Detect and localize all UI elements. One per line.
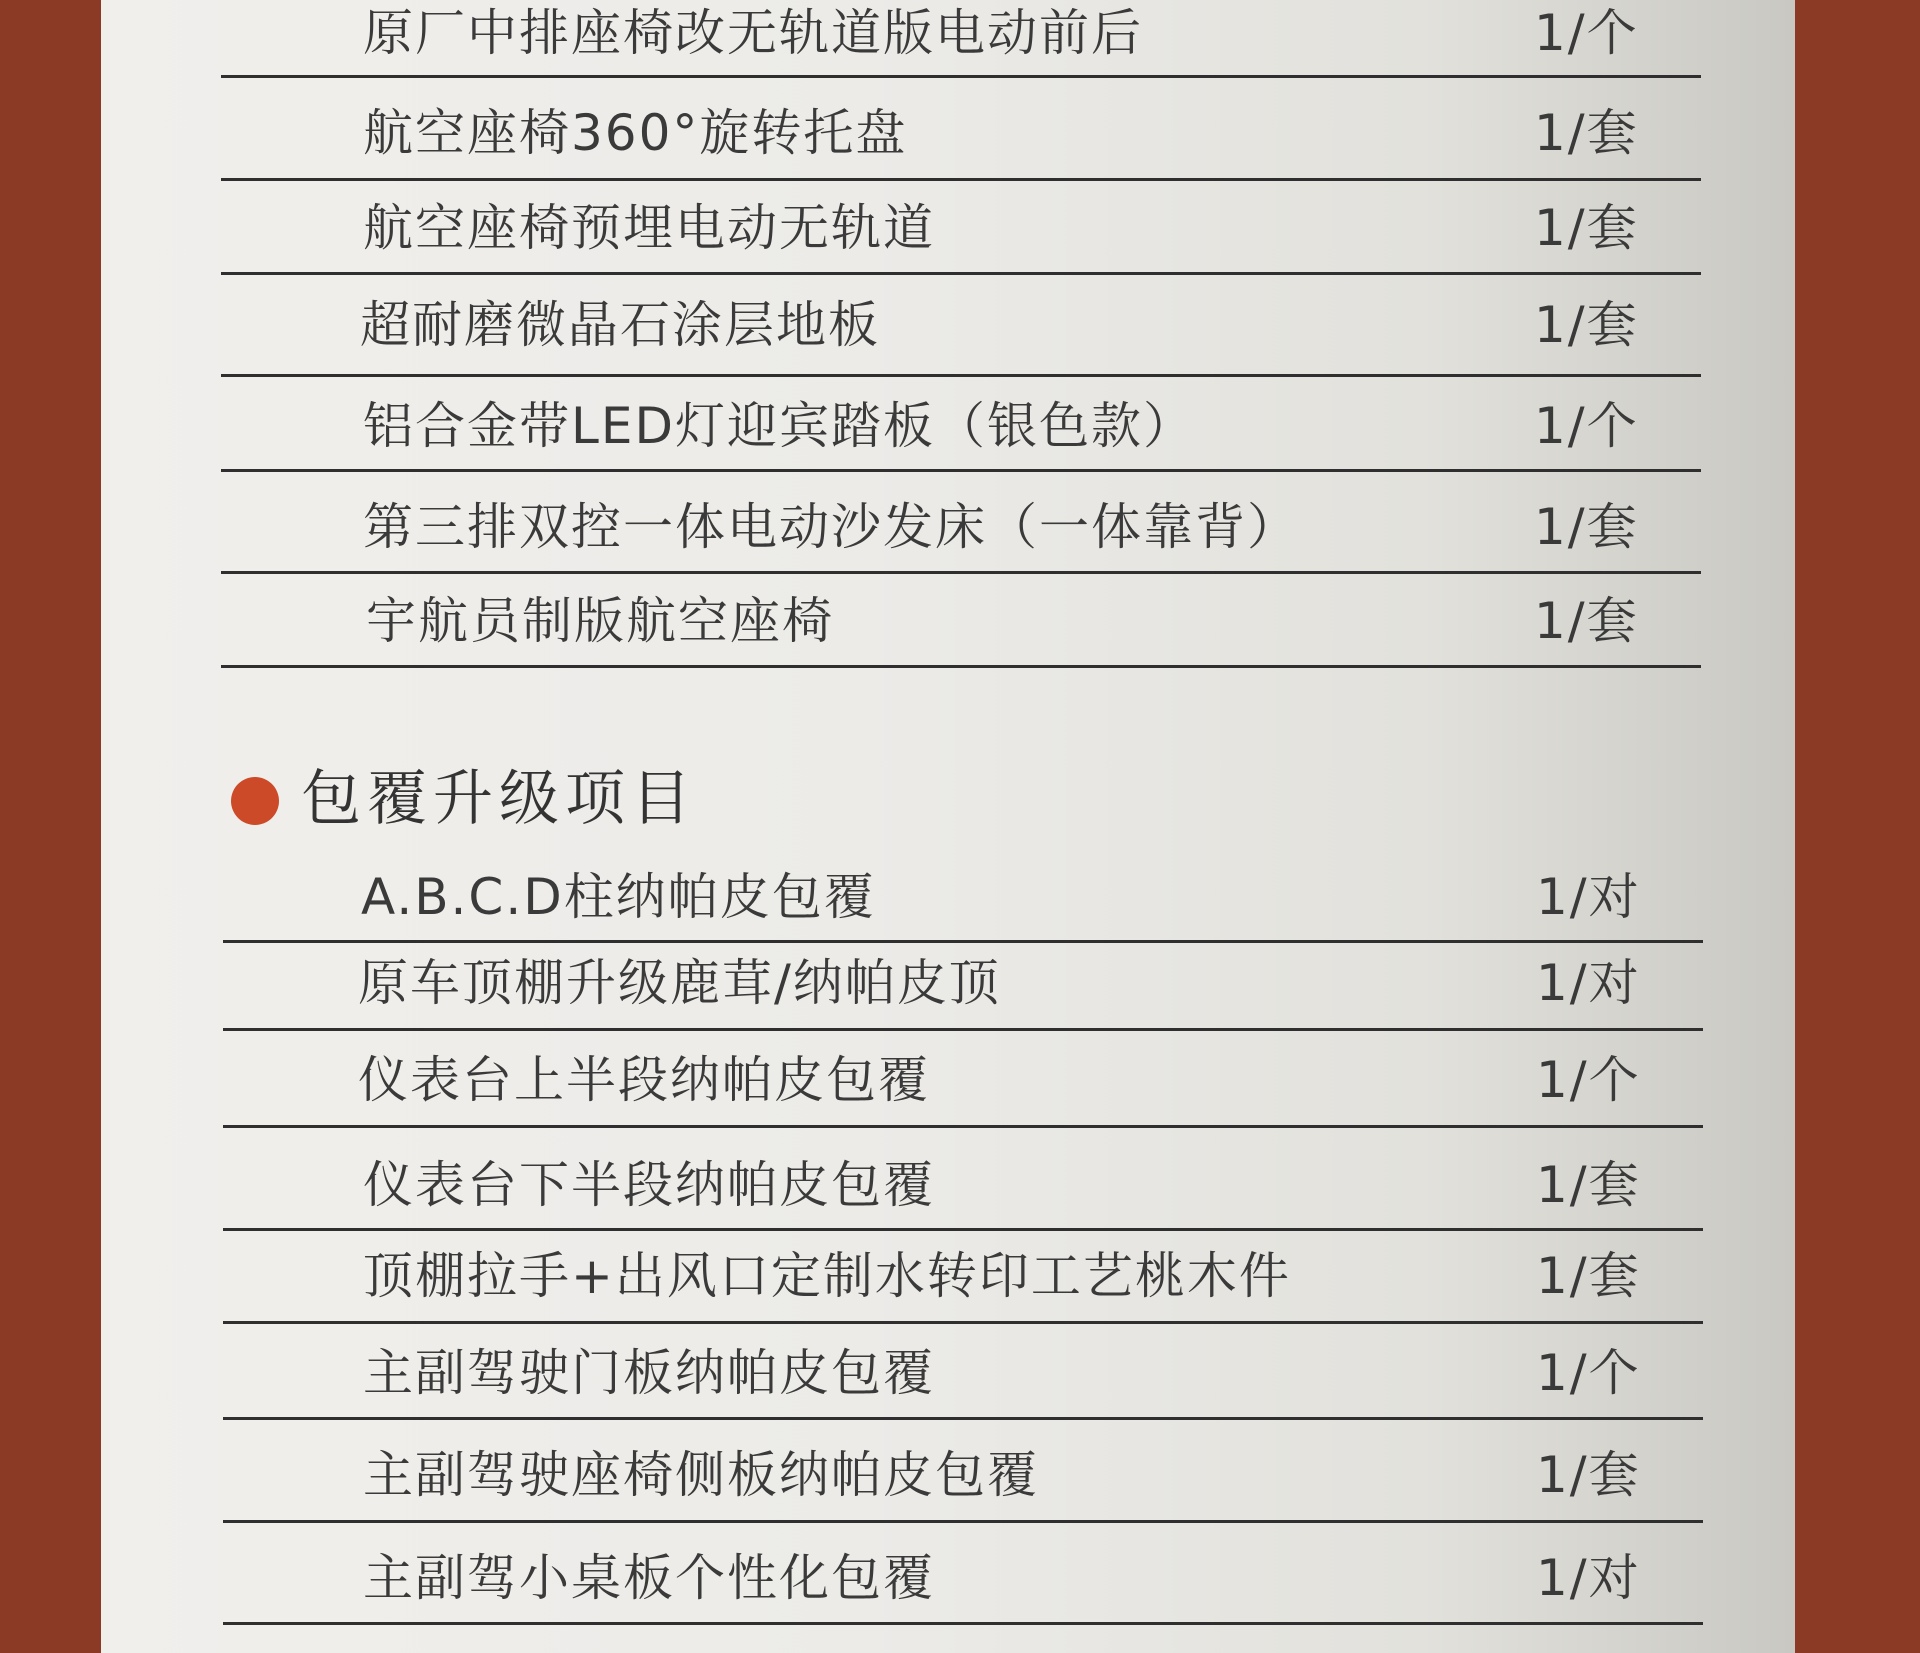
list-item xyxy=(221,275,1701,377)
item-quantity: 1/套 xyxy=(1534,498,1639,556)
item-quantity: 1/套 xyxy=(1534,296,1639,354)
item-name: 超耐磨微晶石涂层地板 xyxy=(360,296,880,354)
item-name: 主副驾小桌板个性化包覆 xyxy=(363,1549,935,1607)
list-item xyxy=(223,1324,1703,1420)
list-item xyxy=(223,1128,1703,1231)
list-item xyxy=(221,574,1701,668)
item-name: 第三排双控一体电动沙发床（一体靠背） xyxy=(363,498,1299,556)
item-quantity: 1/对 xyxy=(1536,954,1641,1012)
list-item xyxy=(221,472,1701,574)
item-name: 原车顶棚升级鹿茸/纳帕皮顶 xyxy=(358,954,1001,1012)
list-item xyxy=(221,377,1701,472)
item-name: 仪表台上半段纳帕皮包覆 xyxy=(358,1051,930,1109)
item-quantity: 1/个 xyxy=(1534,4,1639,62)
item-name: 仪表台下半段纳帕皮包覆 xyxy=(363,1156,935,1214)
section-title: 包覆升级项目 xyxy=(301,764,697,834)
bullet-dot-icon xyxy=(231,777,279,825)
item-quantity: 1/个 xyxy=(1536,1344,1641,1402)
item-name: 主副驾驶座椅侧板纳帕皮包覆 xyxy=(363,1446,1039,1504)
list-item xyxy=(223,846,1703,943)
list-item xyxy=(223,1523,1703,1625)
item-name: 航空座椅预埋电动无轨道 xyxy=(363,199,935,257)
item-quantity: 1/套 xyxy=(1534,592,1639,650)
item-quantity: 1/套 xyxy=(1536,1156,1641,1214)
item-quantity: 1/对 xyxy=(1536,868,1641,926)
item-quantity: 1/对 xyxy=(1536,1549,1641,1607)
section-heading xyxy=(226,766,826,836)
item-name: 原厂中排座椅改无轨道版电动前后 xyxy=(363,4,1143,62)
list-item xyxy=(223,943,1703,1031)
item-quantity: 1/个 xyxy=(1536,1051,1641,1109)
item-quantity: 1/套 xyxy=(1536,1247,1641,1305)
item-quantity: 1/套 xyxy=(1536,1446,1641,1504)
content-panel xyxy=(101,0,1795,1653)
item-name: 铝合金带LED灯迎宾踏板（银色款） xyxy=(363,397,1195,455)
list-item xyxy=(221,181,1701,275)
item-name: 航空座椅360°旋转托盘 xyxy=(363,104,908,162)
item-name: A.B.C.D柱纳帕皮包覆 xyxy=(361,868,876,926)
item-quantity: 1/套 xyxy=(1534,104,1639,162)
item-name: 顶棚拉手+出风口定制水转印工艺桃木件 xyxy=(363,1247,1291,1305)
list-item xyxy=(223,1231,1703,1324)
list-item xyxy=(223,1420,1703,1523)
list-item xyxy=(223,1031,1703,1128)
list-item xyxy=(221,0,1701,78)
item-quantity: 1/个 xyxy=(1534,397,1639,455)
item-quantity: 1/套 xyxy=(1534,199,1639,257)
item-name: 主副驾驶门板纳帕皮包覆 xyxy=(363,1344,935,1402)
item-name: 宇航员制版航空座椅 xyxy=(366,592,834,650)
list-item xyxy=(221,78,1701,181)
